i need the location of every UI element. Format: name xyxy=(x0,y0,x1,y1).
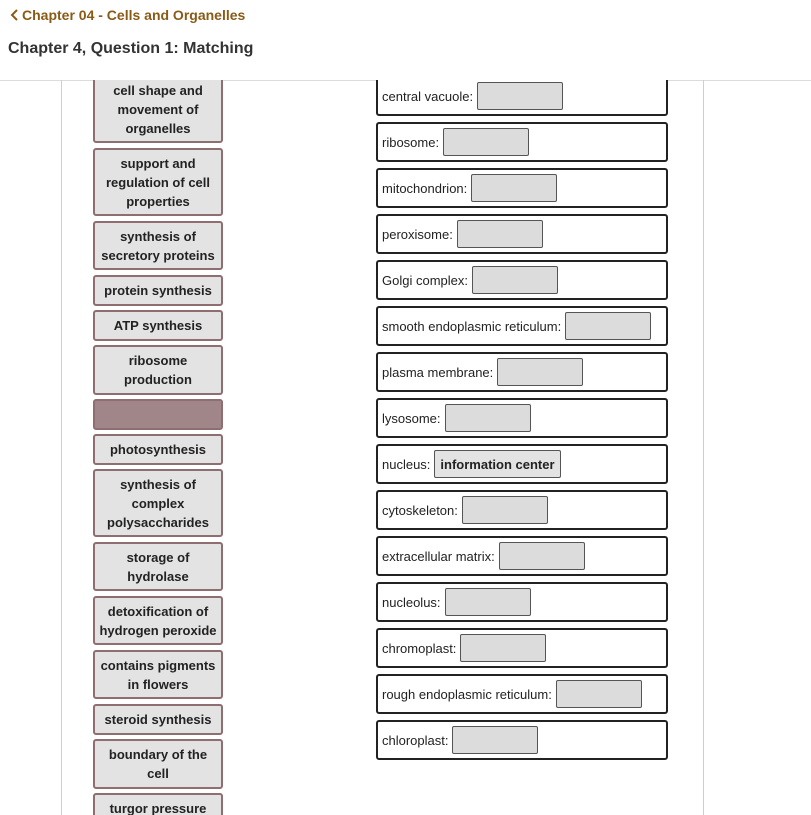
target-row-rough-er xyxy=(376,674,668,714)
back-link[interactable] xyxy=(8,6,245,24)
drop-slot[interactable] xyxy=(556,680,642,708)
answer-tile[interactable]: synthesis of complex polysaccharides xyxy=(93,469,223,537)
target-row-nucleolus xyxy=(376,582,668,622)
matching-panel xyxy=(61,80,704,815)
target-label: plasma membrane: xyxy=(382,364,494,380)
answer-tile[interactable]: photosynthesis xyxy=(93,434,223,465)
target-row-nucleus xyxy=(376,444,668,484)
target-label: central vacuole: xyxy=(382,88,474,104)
target-row-chloroplast xyxy=(376,720,668,760)
answer-tile[interactable]: storage of hydrolase xyxy=(93,542,223,591)
answer-tile[interactable]: support and regulation of cell properties xyxy=(93,148,223,216)
target-label: rough endoplasmic reticulum: xyxy=(382,686,552,702)
drop-slot-filled[interactable]: information center xyxy=(434,450,560,478)
target-row-lysosome xyxy=(376,398,668,438)
target-label: Golgi complex: xyxy=(382,272,468,288)
drop-slot[interactable] xyxy=(499,542,585,570)
target-row-smooth-er xyxy=(376,306,668,346)
drop-slot[interactable] xyxy=(471,174,557,202)
drop-slot[interactable] xyxy=(497,358,583,386)
target-label: ribosome: xyxy=(382,134,440,150)
drop-slot[interactable] xyxy=(445,404,531,432)
drop-slot[interactable] xyxy=(457,220,543,248)
answer-tile[interactable]: detoxification of hydrogen peroxide xyxy=(93,596,223,645)
answer-tile[interactable]: protein synthesis xyxy=(93,275,223,306)
answer-tile[interactable]: boundary of the cell xyxy=(93,739,223,789)
target-label: extracellular matrix: xyxy=(382,548,495,564)
drop-slot[interactable] xyxy=(443,128,529,156)
back-link-label[interactable]: Chapter 04 - Cells and Organelles xyxy=(22,7,246,23)
target-row-chromoplast xyxy=(376,628,668,668)
answer-tile[interactable]: cell shape and movement of organelles xyxy=(93,80,223,143)
target-row-mitochondrion xyxy=(376,168,668,208)
answer-tile[interactable]: ribosome production xyxy=(93,345,223,395)
drop-slot[interactable] xyxy=(477,82,563,110)
drop-slot[interactable] xyxy=(445,588,531,616)
target-row-plasma-membrane xyxy=(376,352,668,392)
answer-tile[interactable]: synthesis of secretory proteins xyxy=(93,221,223,270)
target-label: nucleolus: xyxy=(382,594,441,610)
drop-slot[interactable] xyxy=(460,634,546,662)
page-title: Chapter 4, Question 1: Matching xyxy=(8,40,254,57)
target-label: cytoskeleton: xyxy=(382,502,458,518)
target-label: lysosome: xyxy=(382,410,441,426)
drop-slot[interactable] xyxy=(565,312,651,340)
answer-tile[interactable]: ATP synthesis xyxy=(93,310,223,341)
chevron-left-icon xyxy=(8,6,22,24)
target-row-peroxisome xyxy=(376,214,668,254)
drop-slot[interactable] xyxy=(452,726,538,754)
target-row-cytoskeleton xyxy=(376,490,668,530)
answer-tile-placeholder xyxy=(93,399,223,430)
target-row-ribosome xyxy=(376,122,668,162)
answer-tile[interactable]: contains pigments in flowers xyxy=(93,650,223,699)
answer-tile[interactable]: steroid synthesis xyxy=(93,704,223,735)
answer-tile[interactable]: turgor pressure xyxy=(93,793,223,815)
target-label: mitochondrion: xyxy=(382,180,468,196)
target-label: peroxisome: xyxy=(382,226,453,242)
target-label: chromoplast: xyxy=(382,640,457,656)
target-row-golgi-complex xyxy=(376,260,668,300)
target-label: chloroplast: xyxy=(382,732,449,748)
target-row-extracellular-matrix xyxy=(376,536,668,576)
target-label: smooth endoplasmic reticulum: xyxy=(382,318,562,334)
drop-slot[interactable] xyxy=(472,266,558,294)
target-row-central-vacuole xyxy=(376,80,668,116)
header xyxy=(0,0,811,81)
drop-slot[interactable] xyxy=(462,496,548,524)
target-label: nucleus: xyxy=(382,456,431,472)
